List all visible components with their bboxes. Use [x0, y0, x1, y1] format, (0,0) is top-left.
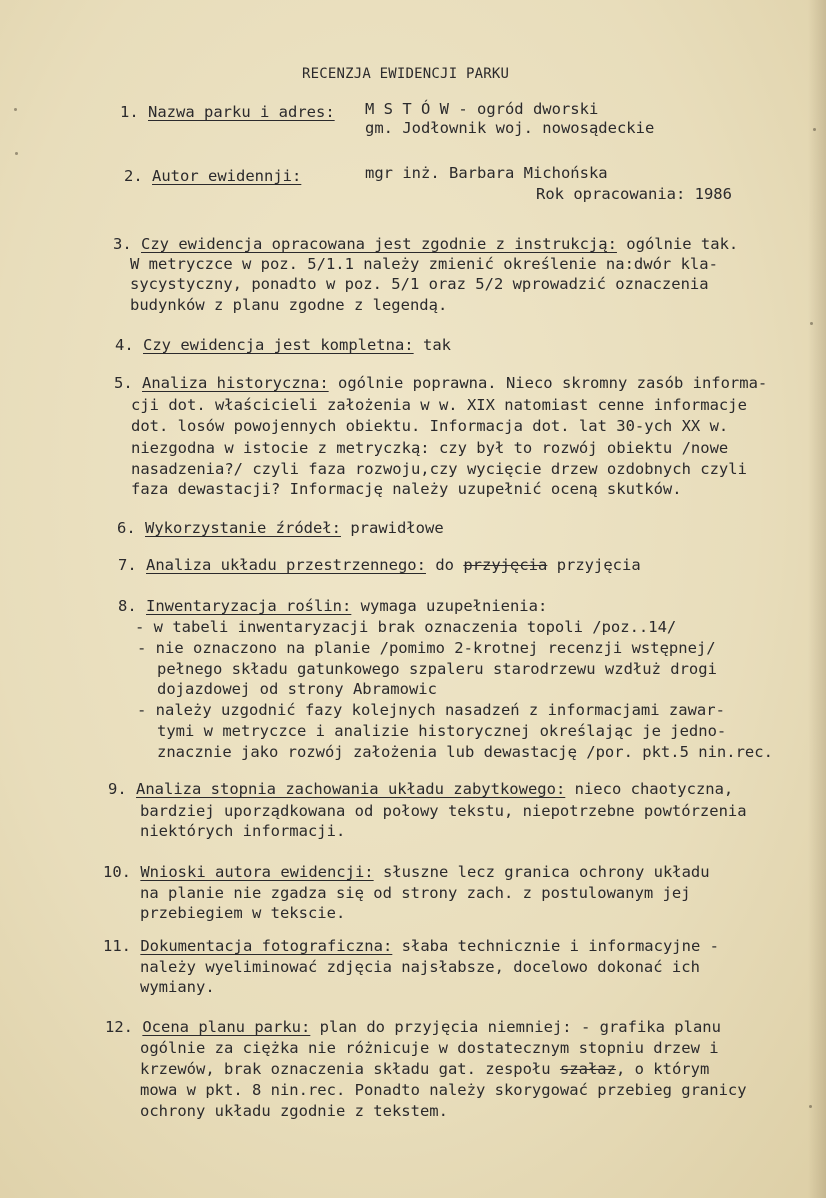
- section-1-row: [120, 103, 335, 121]
- struck-text: szałaz: [559, 1060, 616, 1078]
- section-heading: Analiza układu przestrzennego:: [146, 556, 426, 574]
- section-4-row: [115, 336, 451, 354]
- section-number: 10.: [103, 863, 131, 881]
- section-text: nieco chaotyczna,: [574, 780, 734, 798]
- section-text: mowa w pkt. 8 nin.rec. Ponadto należy skorygować przebieg granicy: [140, 1081, 747, 1099]
- section-number: 12.: [105, 1018, 133, 1036]
- section-text: sycystyczny, ponadto w poz. 5/1 oraz 5/2 wprowadzić oznaczenia: [130, 275, 709, 293]
- section-number: 9.: [108, 780, 127, 798]
- section-text: prawidłowe: [350, 519, 444, 537]
- section-text: gm. Jodłownik woj. nowosądeckie: [365, 119, 655, 137]
- section-text: nasadzenia?/ czyli faza rozwoju,czy wycięcie drzew ozdobnych czyli: [131, 460, 747, 478]
- paper-speck: [14, 108, 17, 111]
- section-text: przebiegiem w tekscie.: [140, 904, 346, 922]
- section-text: słuszne lecz granica ochrony układu: [382, 863, 710, 881]
- section-heading: Dokumentacja fotograficzna:: [140, 937, 393, 955]
- section-heading: Ocena planu parku:: [142, 1018, 311, 1036]
- section-text: krzewów, brak oznaczenia składu gat. zespołu: [140, 1060, 551, 1078]
- section-heading: Analiza stopnia zachowania układu zabytkowego:: [136, 780, 566, 798]
- document-title: RECENZJA EWIDENCJI PARKU: [302, 66, 510, 82]
- section-text: dojazdowej od strony Abramowic: [157, 680, 437, 698]
- section-heading: Czy ewidencja opracowana jest zgodnie z instrukcją:: [141, 235, 617, 253]
- section-number: 11.: [103, 937, 131, 955]
- section-heading: Wnioski autora ewidencji:: [140, 863, 374, 881]
- section-text: na planie nie zgadza się od strony zach. z postulowanym jej: [140, 884, 691, 902]
- section-text: wymiany.: [140, 978, 215, 996]
- section-text: W metryczce w poz. 5/1.1 należy zmienić określenie na:dwór kla-: [130, 255, 718, 273]
- section-heading: Autor ewidennji:: [152, 167, 302, 185]
- section-text: ogólnie poprawna. Nieco skromny zasób informa-: [338, 374, 768, 392]
- section-heading: Inwentaryzacja roślin:: [146, 597, 352, 615]
- paper-speck: [810, 322, 813, 325]
- section-number: 6.: [117, 519, 136, 537]
- section-number: 8.: [118, 597, 137, 615]
- section-text: budynków z planu zgodne z legendą.: [130, 296, 448, 314]
- section-text: faza dewastacji? Informację należy uzupełnić oceną skutków.: [131, 480, 682, 498]
- section-heading: Nazwa parku i adres:: [148, 103, 335, 121]
- paper-speck: [809, 1105, 812, 1108]
- section-3-row: [113, 235, 738, 253]
- section-12-row: [105, 1018, 721, 1036]
- section-text: cji dot. właścicieli założenia w w. XIX natomiast cenne informacje: [131, 396, 747, 414]
- section-text: znacznie jako rozwój założenia lub dewastację /por. pkt.5 nin.rec.: [157, 743, 773, 761]
- section-number: 4.: [115, 336, 134, 354]
- section-number: 7.: [118, 556, 137, 574]
- paper-speck: [15, 152, 18, 155]
- section-text: , o którym: [615, 1060, 710, 1078]
- section-11-row: [103, 937, 719, 955]
- section-text: dot. losów powojennych obiektu. Informacja dot. lat 30-ych XX w.: [131, 417, 729, 435]
- section-number: 3.: [113, 235, 132, 253]
- section-number: 5.: [114, 374, 133, 392]
- section-heading: Analiza historyczna:: [142, 374, 329, 392]
- section-2-row: [124, 167, 301, 185]
- section-8-row: [118, 597, 547, 615]
- page-edge-shadow: [808, 0, 826, 1198]
- paper-speck: [813, 128, 816, 131]
- section-text: wymaga uzupełnienia:: [360, 597, 548, 615]
- section-text: Rok opracowania: 1986: [536, 185, 732, 203]
- section-text: - w tabeli inwentaryzacji brak oznaczenia topoli /poz..14/: [135, 618, 677, 636]
- section-text: niektórych informacji.: [140, 822, 346, 840]
- section-5-row: [114, 374, 767, 392]
- section-text: ogólnie za ciężka nie różnicuje w dostatecznym stopniu drzew i: [140, 1039, 719, 1057]
- section-heading: Czy ewidencja jest kompletna:: [143, 336, 414, 354]
- section-text: ochrony układu zgodnie z tekstem.: [140, 1102, 448, 1120]
- section-text: bardziej uporządkowana od połowy tekstu, niepotrzebne powtórzenia: [140, 802, 747, 820]
- section-text: przyjęcia: [556, 556, 641, 574]
- section-12-row-3: [140, 1060, 709, 1078]
- section-7-row: [118, 556, 641, 574]
- section-9-row: [108, 780, 733, 798]
- section-10-row: [103, 863, 710, 881]
- section-text: mgr inż. Barbara Michońska: [365, 164, 608, 182]
- section-text: - należy uzgodnić fazy kolejnych nasadzeń z informacjami zawar-: [137, 701, 725, 719]
- section-text: - nie oznaczono na planie /pomimo 2-krotnej recenzji wstępnej/: [137, 639, 716, 657]
- section-text: tak: [422, 336, 451, 354]
- section-text: ogólnie tak.: [626, 235, 739, 253]
- section-text: należy wyeliminować zdjęcia najsłabsze, docelowo dokonać ich: [140, 958, 700, 976]
- section-number: 1.: [120, 103, 139, 121]
- section-6-row: [117, 519, 444, 537]
- section-text: niezgodna w istocie z metryczką: czy był to rozwój obiektu /nowe: [131, 439, 729, 457]
- section-text: pełnego składu gatunkowego szpaleru starodrzewu wzdłuż drogi: [157, 660, 717, 678]
- section-text: plan do przyjęcia niemniej: - grafika planu: [319, 1018, 721, 1036]
- section-text: M S T Ó W - ogród dworski: [365, 100, 599, 118]
- section-text: do: [435, 556, 454, 574]
- section-number: 2.: [124, 167, 143, 185]
- section-text: tymi w metryczce i analizie historycznej określając je jedno-: [157, 722, 727, 740]
- struck-text: przyjęcia: [463, 556, 548, 574]
- section-text: słaba technicznie i informacyjne -: [401, 937, 719, 955]
- section-heading: Wykorzystanie źródeł:: [145, 519, 341, 537]
